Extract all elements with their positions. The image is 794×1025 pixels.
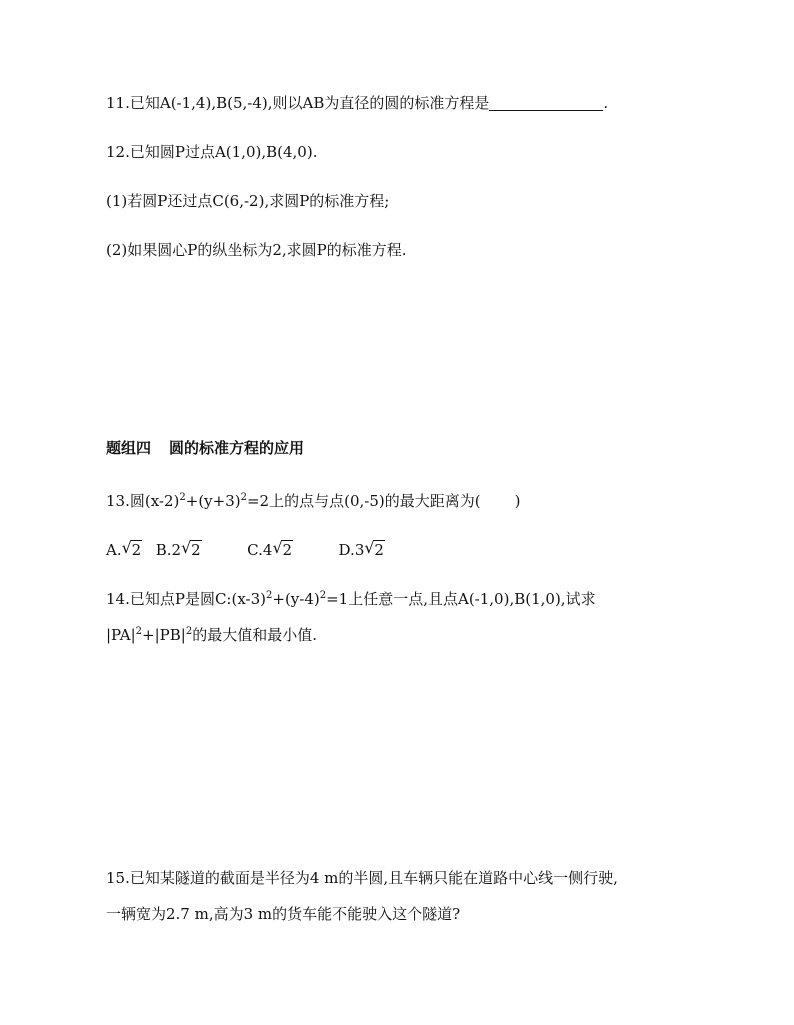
question-14-line-2	[106, 625, 317, 645]
option-coefficient: 4	[262, 541, 273, 559]
option-d[interactable]	[339, 540, 385, 560]
q14-text-mid: +(y-4)	[272, 590, 320, 608]
q13-text-suffix: =2上的点与点(0,-5)的最大距离为(	[246, 492, 481, 510]
section-title: 题组四	[106, 439, 152, 457]
q14-text-prefix: 14.已知点P是圆C:(x-3)	[106, 590, 266, 608]
option-c[interactable]	[247, 540, 293, 560]
q13-exponent-2: 2	[240, 492, 247, 503]
option-radicand: 2	[191, 541, 201, 559]
question-12-part-2: (2)如果圆心P的纵坐标为2,求圆P的标准方程.	[106, 241, 407, 259]
q14-pb: +|PB|	[142, 626, 186, 644]
q11-end: .	[603, 94, 609, 112]
section-heading	[106, 438, 304, 458]
sqrt-sign: √ 2	[121, 538, 142, 559]
question-14-line-1	[106, 589, 596, 609]
option-a[interactable]	[106, 540, 142, 560]
question-15-line-1: 15.已知某隧道的截面是半径为4 m的半圆,且车辆只能在道路中心线一侧行驶,	[106, 869, 618, 887]
option-coefficient: 3	[354, 541, 365, 559]
question-12-stem: 12.已知圆P过点A(1,0),B(4,0).	[106, 143, 318, 161]
q13-options	[106, 540, 385, 560]
q11-text: 11.已知A(-1,4),B(5,-4),则以AB为直径的圆的标准方程是	[106, 94, 490, 112]
q14-text-suffix: =1上任意一点,且点A(-1,0),B(1,0),试求	[326, 590, 596, 608]
option-coefficient: 2	[171, 541, 182, 559]
q14-exponent-1: 2	[266, 590, 273, 601]
q14-pa: |PA|	[106, 626, 136, 644]
sqrt-sign: √ 2	[181, 538, 201, 559]
question-13	[106, 491, 520, 511]
section-subtitle: 圆的标准方程的应用	[169, 439, 305, 457]
q13-text-prefix: 13.圆(x-2)	[106, 492, 180, 510]
q14-exponent-3: 2	[135, 626, 143, 637]
option-radicand: 2	[282, 541, 292, 559]
option-b[interactable]	[156, 540, 202, 560]
q13-exponent-1: 2	[179, 492, 186, 503]
sqrt-sign: √ 2	[364, 538, 384, 559]
answer-blank[interactable]	[489, 94, 603, 111]
option-radicand: 2	[131, 541, 142, 559]
q13-close-paren: )	[514, 492, 521, 510]
sqrt-sign: √ 2	[272, 538, 292, 559]
question-15-line-2: 一辆宽为2.7 m,高为3 m的货车能不能驶入这个隧道?	[106, 905, 461, 923]
option-radicand: 2	[374, 541, 384, 559]
option-label: C.	[247, 541, 263, 559]
q14-exponent-2: 2	[319, 590, 327, 601]
option-label: A.	[106, 541, 122, 559]
option-label: B.	[155, 541, 172, 559]
q14-text-end: 的最大值和最小值.	[192, 626, 317, 644]
question-12-part-1: (1)若圆P还过点C(6,-2),求圆P的标准方程;	[106, 192, 390, 210]
q14-exponent-4: 2	[185, 626, 193, 637]
question-11	[106, 93, 608, 113]
q13-text-mid: +(y+3)	[185, 492, 241, 510]
option-label: D.	[338, 541, 355, 559]
